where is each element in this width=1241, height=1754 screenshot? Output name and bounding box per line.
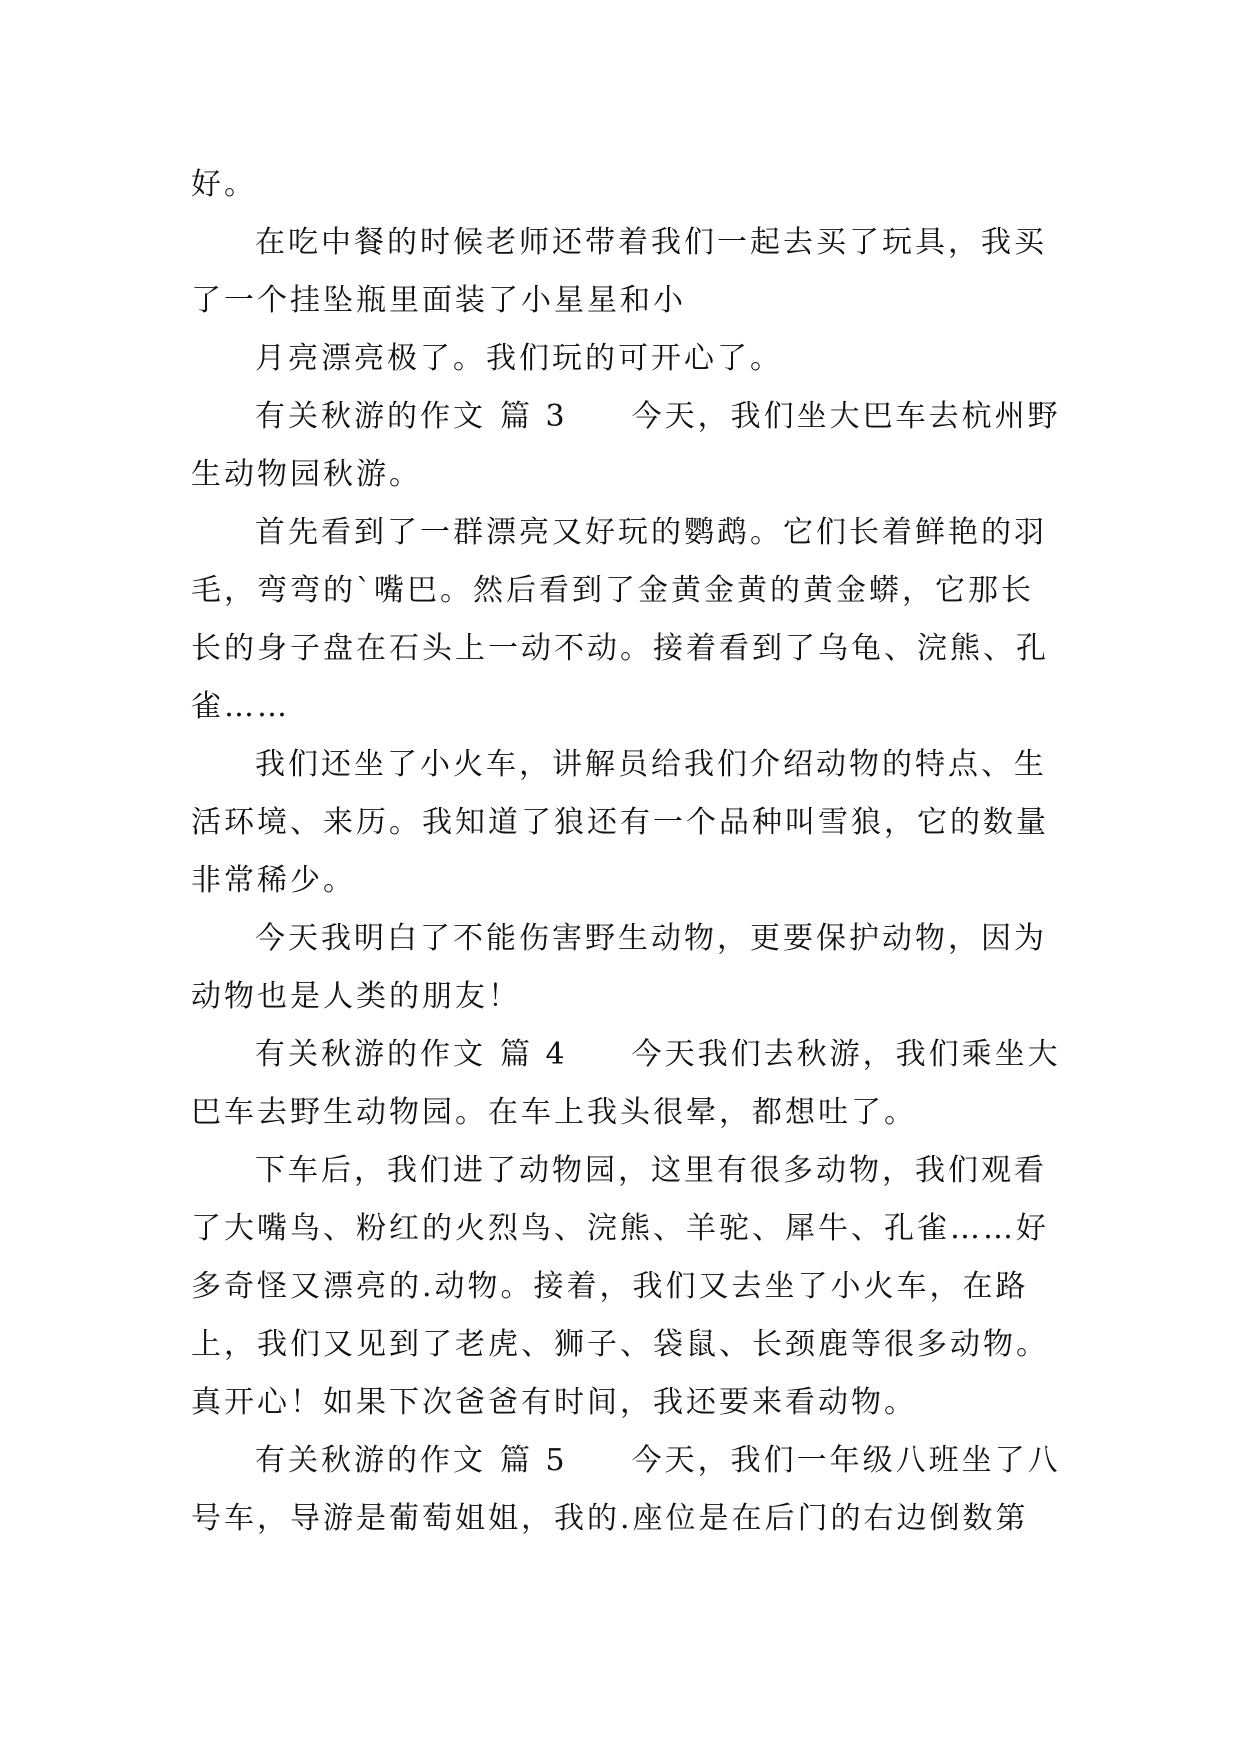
section-heading-text: 今天，我们一年级八班坐了八 (631, 1443, 1061, 1478)
section-heading-number: 篇 5 (500, 1443, 568, 1478)
text-line (191, 1200, 1053, 1258)
text-line (191, 620, 1053, 678)
section-heading-label: 有关秋游的作文 (255, 399, 486, 434)
text-line (191, 852, 1053, 910)
text-line (191, 1316, 1053, 1374)
text-line-content: 我们还坐了小火车，讲解员给我们介绍动物的特点、生 (255, 747, 1047, 782)
text-line-content: 在吃中餐的时候老师还带着我们一起去买了玩具，我买 (255, 225, 1047, 260)
text-line (191, 156, 1053, 214)
section-heading-number: 篇 4 (500, 1037, 568, 1072)
text-line (191, 678, 1053, 736)
section-heading-line-3 (191, 388, 1061, 446)
text-line-content: 了大嘴鸟、粉红的火烈鸟、浣熊、羊驼、犀牛、孔雀……好 (191, 1211, 1049, 1246)
section-heading-label: 有关秋游的作文 (255, 1037, 486, 1072)
document-body (191, 156, 1061, 1548)
text-line-content: 活环境、来历。我知道了狼还有一个品种叫雪狼，它的数量 (191, 805, 1049, 840)
section-heading-line-4 (191, 1026, 1061, 1084)
text-line-content: 生动物园秋游。 (191, 457, 422, 492)
text-line-content: 雀…… (191, 689, 290, 724)
text-line-content: 上，我们又见到了老虎、狮子、袋鼠、长颈鹿等很多动物。 (191, 1327, 1049, 1362)
section-heading-line-5 (191, 1432, 1061, 1490)
paragraph-start-line (191, 330, 1053, 388)
text-line-content: 号车，导游是葡萄姐姐，我的.座位是在后门的右边倒数第 (191, 1501, 1029, 1536)
text-line (191, 1258, 1053, 1316)
paragraph-start-line (191, 1142, 1053, 1200)
paragraph-start-line (191, 214, 1053, 272)
text-line (191, 1490, 1053, 1548)
section-heading-label: 有关秋游的作文 (255, 1443, 486, 1478)
text-line-content: 了一个挂坠瓶里面装了小星星和小 (191, 283, 686, 318)
paragraph-start-line (191, 910, 1053, 968)
text-line-content: 巴车去野生动物园。在车上我头很晕，都想吐了。 (191, 1095, 917, 1130)
paragraph-start-line (191, 736, 1053, 794)
text-line-content: 非常稀少。 (191, 863, 356, 898)
text-line-content: 毛，弯弯的`嘴巴。然后看到了金黄金黄的黄金蟒，它那长 (191, 573, 1034, 608)
text-line-content: 今天我明白了不能伤害野生动物，更要保护动物，因为 (255, 921, 1047, 956)
text-line (191, 1374, 1053, 1432)
section-heading-number: 篇 3 (500, 399, 568, 434)
text-line-content: 首先看到了一群漂亮又好玩的鹦鹉。它们长着鲜艳的羽 (255, 515, 1047, 550)
section-heading-text: 今天我们去秋游，我们乘坐大 (631, 1037, 1061, 1072)
text-line (191, 968, 1053, 1026)
section-heading-text: 今天，我们坐大巴车去杭州野 (631, 399, 1061, 434)
text-line (191, 562, 1053, 620)
text-line (191, 446, 1053, 504)
text-line-content: 真开心！如果下次爸爸有时间，我还要来看动物。 (191, 1385, 917, 1420)
paragraph-start-line (191, 504, 1053, 562)
text-line-content: 下车后，我们进了动物园，这里有很多动物，我们观看 (255, 1153, 1047, 1188)
text-line (191, 1084, 1053, 1142)
text-line-content: 动物也是人类的朋友！ (191, 979, 521, 1014)
text-line (191, 794, 1053, 852)
text-line (191, 272, 1053, 330)
text-line-content: 好。 (191, 167, 257, 202)
text-line-content: 长的身子盘在石头上一动不动。接着看到了乌龟、浣熊、孔 (191, 631, 1049, 666)
text-line-content: 多奇怪又漂亮的.动物。接着，我们又去坐了小火车，在路 (191, 1269, 1029, 1304)
text-line-content: 月亮漂亮极了。我们玩的可开心了。 (255, 341, 783, 376)
